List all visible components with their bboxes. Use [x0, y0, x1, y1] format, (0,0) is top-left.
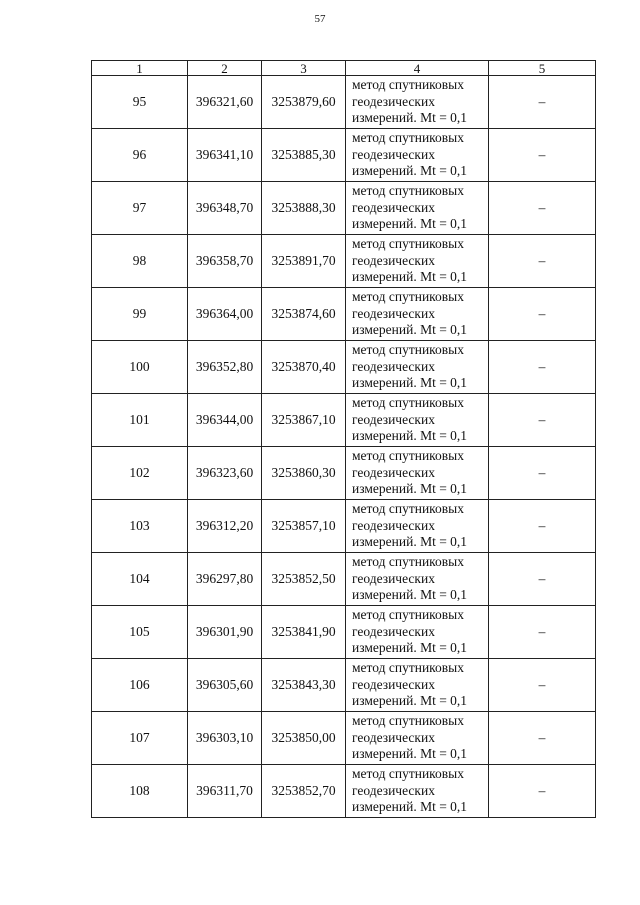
- page-number: 57: [314, 13, 326, 25]
- point-number-cell: 100: [92, 341, 188, 394]
- point-number-cell: 97: [92, 182, 188, 235]
- note-cell: –: [489, 182, 596, 235]
- point-number-cell: 104: [92, 553, 188, 606]
- table-row: [92, 288, 596, 341]
- table-row: [92, 235, 596, 288]
- method-cell: [346, 235, 489, 288]
- y-coordinate-cell: 3253879,60: [262, 76, 346, 129]
- method-line: геодезических: [352, 729, 435, 745]
- coordinates-table: [91, 60, 596, 818]
- x-coordinate-cell: 396301,90: [188, 606, 262, 659]
- method-cell: [346, 288, 489, 341]
- method-line: измерений. Mt = 0,1: [352, 587, 468, 603]
- x-coordinate-cell: 396303,10: [188, 712, 262, 765]
- y-coordinate-cell: 3253867,10: [262, 394, 346, 447]
- method-line: геодезических: [352, 411, 435, 427]
- method-line: метод спутниковых: [352, 501, 464, 517]
- method-line: метод спутниковых: [352, 766, 464, 782]
- table-row: [92, 659, 596, 712]
- note-cell: –: [489, 394, 596, 447]
- table-row: [92, 765, 596, 818]
- method-cell: [346, 606, 489, 659]
- x-coordinate-cell: 396311,70: [188, 765, 262, 818]
- table-body: [92, 76, 596, 818]
- x-coordinate-cell: 396312,20: [188, 500, 262, 553]
- method-line: геодезических: [352, 623, 435, 639]
- x-coordinate-cell: 396321,60: [188, 76, 262, 129]
- method-line: метод спутниковых: [352, 77, 464, 93]
- method-cell: [346, 553, 489, 606]
- method-line: измерений. Mt = 0,1: [352, 163, 468, 179]
- point-number-cell: 103: [92, 500, 188, 553]
- table-row: [92, 712, 596, 765]
- method-line: метод спутниковых: [352, 236, 464, 252]
- table-header-row: [92, 61, 596, 76]
- note-cell: –: [489, 659, 596, 712]
- method-line: метод спутниковых: [352, 713, 464, 729]
- note-cell: –: [489, 553, 596, 606]
- table-row: [92, 447, 596, 500]
- y-coordinate-cell: 3253888,30: [262, 182, 346, 235]
- table-row: [92, 182, 596, 235]
- method-line: метод спутниковых: [352, 554, 464, 570]
- method-line: измерений. Mt = 0,1: [352, 428, 468, 444]
- method-line: геодезических: [352, 517, 435, 533]
- note-cell: –: [489, 235, 596, 288]
- method-line: геодезических: [352, 93, 435, 109]
- note-cell: –: [489, 765, 596, 818]
- table-row: [92, 553, 596, 606]
- point-number-cell: 105: [92, 606, 188, 659]
- y-coordinate-cell: 3253857,10: [262, 500, 346, 553]
- x-coordinate-cell: 396305,60: [188, 659, 262, 712]
- method-cell: [346, 129, 489, 182]
- point-number-cell: 101: [92, 394, 188, 447]
- y-coordinate-cell: 3253852,70: [262, 765, 346, 818]
- y-coordinate-cell: 3253885,30: [262, 129, 346, 182]
- method-line: измерений. Mt = 0,1: [352, 746, 468, 762]
- method-line: метод спутниковых: [352, 448, 464, 464]
- method-line: метод спутниковых: [352, 289, 464, 305]
- x-coordinate-cell: 396297,80: [188, 553, 262, 606]
- y-coordinate-cell: 3253850,00: [262, 712, 346, 765]
- column-header-4: 4: [346, 61, 489, 76]
- x-coordinate-cell: 396348,70: [188, 182, 262, 235]
- method-line: измерений. Mt = 0,1: [352, 799, 468, 815]
- y-coordinate-cell: 3253874,60: [262, 288, 346, 341]
- note-cell: –: [489, 129, 596, 182]
- y-coordinate-cell: 3253843,30: [262, 659, 346, 712]
- method-cell: [346, 765, 489, 818]
- method-line: измерений. Mt = 0,1: [352, 640, 468, 656]
- point-number-cell: 99: [92, 288, 188, 341]
- method-line: метод спутниковых: [352, 660, 464, 676]
- method-line: метод спутниковых: [352, 183, 464, 199]
- x-coordinate-cell: 396323,60: [188, 447, 262, 500]
- x-coordinate-cell: 396341,10: [188, 129, 262, 182]
- method-cell: [346, 76, 489, 129]
- x-coordinate-cell: 396352,80: [188, 341, 262, 394]
- point-number-cell: 95: [92, 76, 188, 129]
- y-coordinate-cell: 3253870,40: [262, 341, 346, 394]
- column-header-3: 3: [262, 61, 346, 76]
- point-number-cell: 106: [92, 659, 188, 712]
- method-cell: [346, 712, 489, 765]
- point-number-cell: 108: [92, 765, 188, 818]
- method-cell: [346, 394, 489, 447]
- note-cell: –: [489, 447, 596, 500]
- method-cell: [346, 182, 489, 235]
- method-cell: [346, 659, 489, 712]
- table-row: [92, 606, 596, 659]
- point-number-cell: 102: [92, 447, 188, 500]
- y-coordinate-cell: 3253860,30: [262, 447, 346, 500]
- method-cell: [346, 500, 489, 553]
- method-line: геодезических: [352, 146, 435, 162]
- y-coordinate-cell: 3253852,50: [262, 553, 346, 606]
- x-coordinate-cell: 396358,70: [188, 235, 262, 288]
- method-line: геодезических: [352, 782, 435, 798]
- method-line: геодезических: [352, 570, 435, 586]
- y-coordinate-cell: 3253891,70: [262, 235, 346, 288]
- point-number-cell: 96: [92, 129, 188, 182]
- x-coordinate-cell: 396344,00: [188, 394, 262, 447]
- method-line: измерений. Mt = 0,1: [352, 269, 468, 285]
- x-coordinate-cell: 396364,00: [188, 288, 262, 341]
- method-line: геодезических: [352, 676, 435, 692]
- method-line: геодезических: [352, 199, 435, 215]
- y-coordinate-cell: 3253841,90: [262, 606, 346, 659]
- note-cell: –: [489, 606, 596, 659]
- method-cell: [346, 341, 489, 394]
- method-line: метод спутниковых: [352, 607, 464, 623]
- method-line: измерений. Mt = 0,1: [352, 110, 468, 126]
- method-line: измерений. Mt = 0,1: [352, 216, 468, 232]
- method-line: метод спутниковых: [352, 342, 464, 358]
- method-line: геодезических: [352, 305, 435, 321]
- column-header-1: 1: [92, 61, 188, 76]
- method-line: измерений. Mt = 0,1: [352, 481, 468, 497]
- column-header-2: 2: [188, 61, 262, 76]
- note-cell: –: [489, 341, 596, 394]
- method-line: геодезических: [352, 464, 435, 480]
- method-line: измерений. Mt = 0,1: [352, 375, 468, 391]
- table-row: [92, 76, 596, 129]
- method-line: измерений. Mt = 0,1: [352, 693, 468, 709]
- method-line: измерений. Mt = 0,1: [352, 322, 468, 338]
- table-row: [92, 394, 596, 447]
- method-line: измерений. Mt = 0,1: [352, 534, 468, 550]
- method-line: геодезических: [352, 358, 435, 374]
- note-cell: –: [489, 288, 596, 341]
- column-header-5: 5: [489, 61, 596, 76]
- table-row: [92, 500, 596, 553]
- note-cell: –: [489, 76, 596, 129]
- note-cell: –: [489, 712, 596, 765]
- method-line: метод спутниковых: [352, 395, 464, 411]
- table-row: [92, 129, 596, 182]
- note-cell: –: [489, 500, 596, 553]
- method-line: геодезических: [352, 252, 435, 268]
- point-number-cell: 98: [92, 235, 188, 288]
- table-row: [92, 341, 596, 394]
- method-cell: [346, 447, 489, 500]
- method-line: метод спутниковых: [352, 130, 464, 146]
- point-number-cell: 107: [92, 712, 188, 765]
